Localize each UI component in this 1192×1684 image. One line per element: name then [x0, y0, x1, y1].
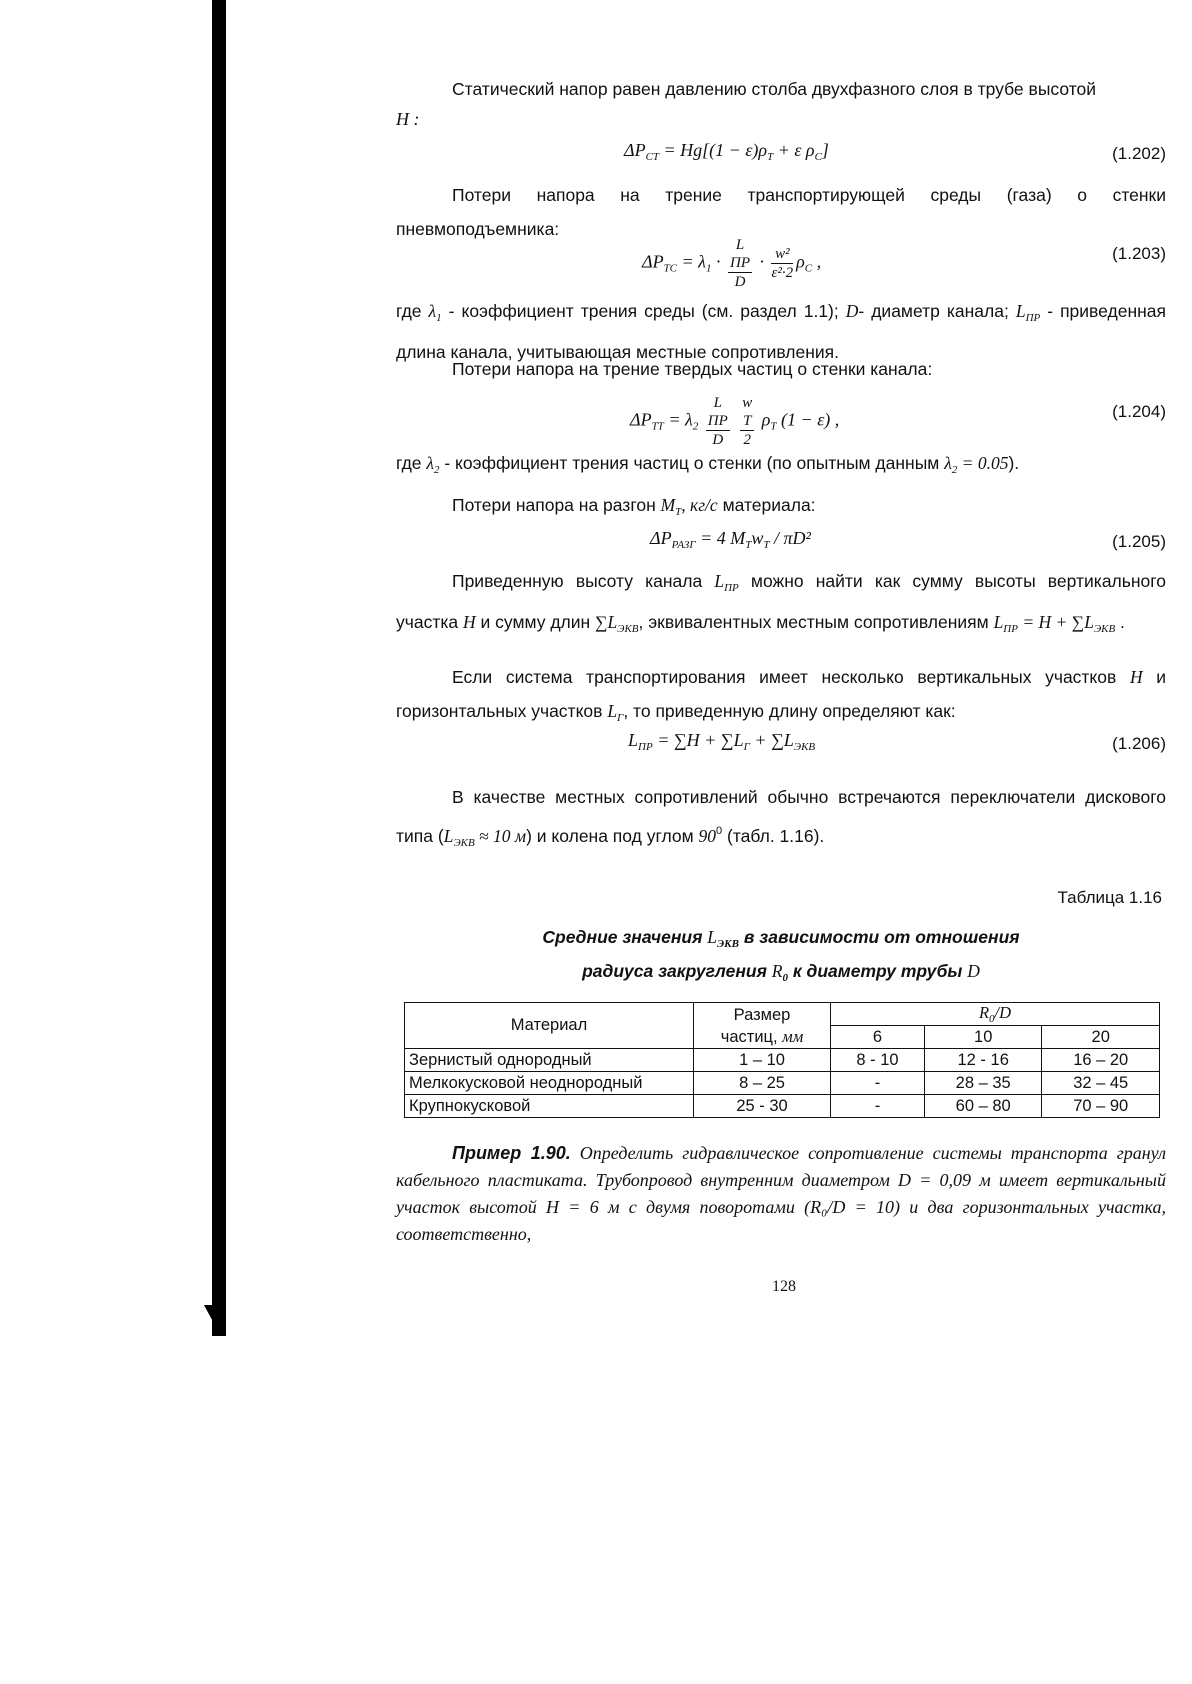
- variable-h: H :: [396, 109, 420, 129]
- table-row: [405, 1095, 1160, 1118]
- paragraph-static-head: [396, 72, 1166, 106]
- paragraph-lambda1: где $\lambda_1$ - коэффициент трения среды (см. раздел 1.1); D- диаметр канала; $L_{ПР}$ - приведенная длина канала, учитывающая местные сопротивления.: [396, 301, 1166, 362]
- cell-size: 25 - 30: [694, 1095, 831, 1118]
- example-paragraph: [396, 1140, 1166, 1248]
- equation-number: (1.202): [1112, 144, 1166, 163]
- equation-1202: [396, 136, 1166, 176]
- equation-1205: [396, 524, 1166, 564]
- header-col-20: 20: [1042, 1026, 1160, 1049]
- equation-1206: [396, 726, 1166, 766]
- paragraph-acceleration: Потери напора на разгон $M_Т$, кг/с материала:: [452, 495, 816, 518]
- cell-ratio-20: 32 – 45: [1042, 1072, 1160, 1095]
- example-label: Пример 1.90.: [452, 1143, 571, 1163]
- cell-ratio-10: 60 – 80: [924, 1095, 1042, 1118]
- header-material: Материал: [405, 1003, 694, 1049]
- paragraph-friction-solid: Потери напора на трение твердых частиц о стенки канала:: [452, 359, 933, 379]
- paragraph-reduced-height: Приведенную высоту канала $L_{ПР}$ можно найти как сумму высоты вертикального участка H и сумму длин $\sum L_{ЭКВ}$, эквивалентных местным сопротивлениям $L_{ПР} = H + \sum L_{ЭКВ}$ .: [396, 571, 1167, 635]
- table-row: [405, 1049, 1160, 1072]
- formula: $\Delta P_{РАЗГ} = 4$ $M_Тw_Т / \pi D^2$: [650, 528, 811, 551]
- equation-1204: [396, 394, 1166, 448]
- binding-edge: [212, 0, 226, 1336]
- cell-material: Крупнокусковой: [405, 1095, 694, 1118]
- data-table: [404, 1002, 1160, 1118]
- cell-ratio-20: 16 – 20: [1042, 1049, 1160, 1072]
- cell-ratio-10: 28 – 35: [924, 1072, 1042, 1095]
- cell-size: 8 – 25: [694, 1072, 831, 1095]
- formula: $\Delta P_{ТТ} = \lambda_2$ L ПР D w Т 2 $\rho_Т$ (1 − ε) ,: [630, 395, 840, 448]
- paragraph-local-resistances: В качестве местных сопротивлений обычно встречаются переключатели дискового типа ($L_{ЭКВ} \approx 10$ м) и колена под углом $90^0$ (табл. 1.16).: [396, 787, 1166, 849]
- table-row: [405, 1072, 1160, 1095]
- cell-ratio-6: 8 - 10: [831, 1049, 925, 1072]
- equation-number: (1.205): [1112, 532, 1166, 551]
- header-col-6: 6: [831, 1026, 925, 1049]
- header-particle-size: Размер частиц, мм: [694, 1003, 831, 1049]
- example-text: Определить гидравлическое сопротивление системы транспорта гранул кабельного пластиката. Трубопровод внутренним диаметром D = 0,09 м имеет вертикальный участок высотой H = 6 м с двумя поворотами (R₀/D = 10) и два горизонтальных участка, соответственно,: [396, 1143, 1167, 1244]
- cell-material: Зернистый однородный: [405, 1049, 694, 1072]
- formula: $\Delta P_{ТС} = \lambda_1$ · L ПР D · $\frac{\text{w²}}{\text{ε²·2}}$ $\rho_С$ ,: [642, 237, 822, 290]
- equation-number: (1.206): [1112, 734, 1166, 753]
- paragraph-lambda2: где $\lambda_2$ - коэффициент трения частиц о стенки (по опытным данным $\lambda_2 = 0.05$).: [396, 453, 1020, 476]
- cell-size: 1 – 10: [694, 1049, 831, 1072]
- page-number: 128: [772, 1278, 796, 1295]
- cell-ratio-10: 12 - 16: [924, 1049, 1042, 1072]
- equation-1203: [396, 236, 1166, 290]
- paragraph-friction-gas: Потери напора на трение транспортирующей среды (газа) о стенки пневмоподъемника:: [396, 185, 1166, 239]
- cell-ratio-6: -: [831, 1072, 925, 1095]
- cell-ratio-6: -: [831, 1095, 925, 1118]
- paragraph-text: Статический напор равен давлению столба двухфазного слоя в трубе высотой: [452, 79, 1097, 99]
- binding-edge-tip: [204, 1305, 218, 1331]
- table-header-row: [405, 1003, 1160, 1026]
- cell-ratio-20: 70 – 90: [1042, 1095, 1160, 1118]
- formula: $L_{ПР} = \sum H + \sum L_Г + \sum L_{ЭКВ}$: [628, 730, 816, 753]
- equation-number: (1.203): [1112, 244, 1166, 263]
- formula: $\Delta P_{СТ} = Hg[(1 - \varepsilon)\rho_Т + \varepsilon$ $\rho_С$]: [624, 140, 829, 163]
- cell-material: Мелкокусковой неоднородный: [405, 1072, 694, 1095]
- table-title-line-2: радиуса закругления $R_0$ к диаметру трубы D: [582, 961, 980, 984]
- table-title-line-1: Средние значения $L_{ЭКВ}$ в зависимости от отношения: [542, 927, 1020, 950]
- table-number: Таблица 1.16: [1057, 888, 1162, 907]
- paragraph-multiple-sections: Если система транспортирования имеет несколько вертикальных участков H и горизонтальных участков $L_Г$, то приведенную длину определяют как:: [396, 667, 1166, 724]
- header-col-10: 10: [924, 1026, 1042, 1049]
- header-ratio: $R_0/D$: [831, 1003, 1160, 1026]
- equation-number: (1.204): [1112, 402, 1166, 421]
